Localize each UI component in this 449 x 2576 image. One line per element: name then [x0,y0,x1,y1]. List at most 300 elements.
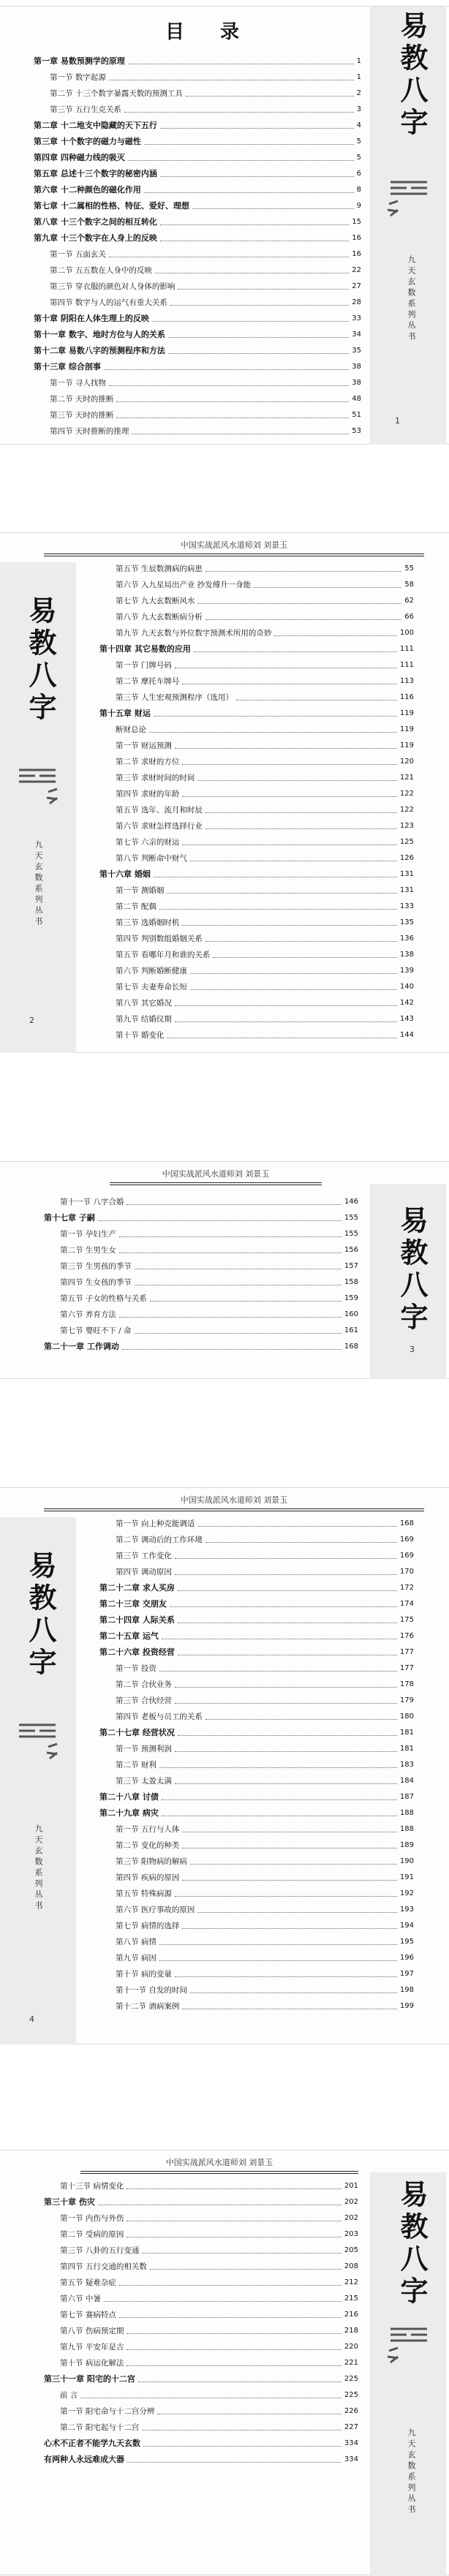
toc-chapter-entry [99,1593,414,1609]
toc-leader-dots [167,893,397,894]
toc-leader-dots [119,1236,342,1237]
toc-entry-label: 第三节 求财时间的时间 [116,774,195,782]
toc-section-entry [99,1995,414,2012]
toc-leader-dots [205,619,401,620]
toc-section-entry [34,243,361,260]
toc-section-entry [44,1304,358,1320]
toc-entry-page: 187 [399,1793,414,1801]
toc-section-entry [44,2175,358,2191]
toc-chapter-entry [44,2449,358,2465]
toc-entry-page: 121 [399,774,414,782]
series-calligraphy: 易教八字 [396,2180,429,2308]
toc-entry-page: 143 [399,1015,414,1023]
toc-entry-label: 第三节 合伙经营 [116,1696,172,1705]
toc-entry-page: 116 [399,693,414,701]
toc-section-entry [99,1979,414,1995]
toc-section-entry [99,671,414,687]
toc-entry-label: 第十七章 子嗣 [44,1213,95,1223]
toc-leader-dots [190,1864,397,1865]
toc-entry-label: 第三节 太盈太满 [116,1777,172,1786]
toc-leader-dots [160,176,354,177]
toc-section-entry [44,1239,358,1255]
toc-section-entry [99,719,414,735]
toc-leader-dots [175,1574,397,1575]
toc-entry-page: 1 [356,73,361,81]
toc-entry-page: 138 [399,951,414,959]
toc-entry-page: 178 [399,1680,414,1688]
toc-entry-page: 205 [344,2246,358,2254]
toc-entry-label: 第二节 五五数在人身中的反映 [50,266,152,275]
toc-entry-page: 189 [399,1841,414,1849]
toc-entry-label: 第四节 五行交通的相关数 [60,2262,147,2271]
toc-entry-page: 53 [352,427,361,435]
toc-chapter-entry [44,2433,358,2449]
toc-entry-label: 第五章 总述十三个数字的秘密内涵 [34,169,157,178]
header-text: 中国实战派风水道师刘 刘景玉 [162,1169,270,1179]
toc-leader-dots [186,96,354,97]
toc-entry-page: 155 [344,1214,358,1222]
toc-entry-page: 203 [344,2230,358,2238]
toc-entry-page: 196 [399,1954,414,1962]
toc-leader-dots [162,1799,397,1800]
bagua-trigram-icon [12,1715,63,1766]
toc-entry-page: 131 [399,886,414,894]
header-text: 中国实战派风水道师刘 刘景玉 [165,2158,273,2167]
toc-leader-dots [150,1301,342,1302]
toc-entry-label: 第十一节 八字合婚 [60,1198,124,1206]
toc-entry-label: 第九节 病因 [116,1954,156,1963]
page-number: 3 [410,1345,415,1354]
toc-entry-label: 第一节 财运预测 [116,741,172,750]
toc-leader-dots [168,353,349,354]
toc-entry-label: 第二节 摩托车牌号 [116,677,180,686]
toc-entry-label: 前 言 [60,2391,78,2400]
toc-entry-label: 第十二章 易数八字的预测程序和方法 [34,346,165,355]
toc-entry-label: 第七节 婴旺不下 / 命 [60,1326,132,1335]
toc-entry-label: 第三节 工作变化 [116,1552,172,1560]
book-page-4 [0,1487,449,2044]
toc-section-entry [99,590,414,606]
toc-section-entry [44,2207,358,2224]
toc-entry-page: 126 [399,854,414,862]
toc-section-entry [99,847,414,864]
toc-leader-dots [194,651,397,652]
toc-entry-page: 160 [344,1310,358,1318]
toc-entry-page: 215 [344,2294,358,2303]
toc-entry-page: 6 [356,170,361,178]
toc-entry-label: 第二节 生男生女 [60,1246,116,1255]
toc-section-entry [44,2240,358,2256]
toc-leader-dots [119,1317,342,1318]
toc-section-entry [34,292,361,308]
toc-entry-page: 1 [356,57,361,65]
toc-leader-dots [152,321,349,322]
toc-entry-label: 第八节 其它婚况 [116,999,172,1008]
toc-entry-page: 122 [399,806,414,814]
toc-section-entry [99,1024,414,1040]
toc-section-entry [99,960,414,976]
page-number: 4 [29,2014,34,2024]
toc-entry-page: 334 [344,2439,358,2447]
toc-entry-page: 179 [399,1696,414,1704]
bagua-trigram-icon [383,2319,434,2370]
toc-chapter-entry [34,147,361,163]
toc-entry-label: 第八节 判断命中财气 [116,854,187,863]
toc-section-entry [34,420,361,437]
toc-title: 目 录 [165,21,254,43]
toc-entry-label: 第六节 入九星局出产业 抄发傅升一身能 [116,581,252,589]
toc-entry-page: 113 [399,677,414,685]
toc-entry-page: 334 [344,2455,358,2463]
toc-entry-page: 159 [344,1294,358,1302]
toc-entry-page: 16 [352,250,361,258]
toc-entry-page: 27 [352,282,361,290]
toc-entry-label: 第一节 五行与人体 [116,1825,180,1834]
toc-leader-dots [178,1735,397,1736]
toc-entry-label: 第三节 人生宏观预测程序（选用） [116,693,233,702]
toc-entry-label: 第一节 向上种克能调适 [116,1519,195,1528]
series-name: 九天玄数系列丛书 [34,840,43,928]
toc-entry-page: 55 [404,564,414,573]
toc-entry-page: 58 [404,581,414,589]
toc-leader-dots [159,1671,397,1672]
toc-entry-page: 133 [399,902,414,910]
toc-entry-label: 第二节 天时的推断 [50,395,114,404]
toc-entry-label: 第二十三章 交朋友 [99,1599,167,1609]
toc-section-entry [99,1867,414,1883]
toc-entry-label: 第三节 五行生克关系 [50,105,121,114]
toc-entry-label: 第二十九章 病灾 [99,1808,159,1818]
toc-entry-label: 第三节 选婚姻时机 [116,918,180,927]
toc-entry-page: 194 [399,1922,414,1930]
toc-entry-label: 第一章 易数预测学的原理 [34,56,125,66]
toc-leader-dots [178,289,349,290]
toc-entry-page: 22 [352,266,361,274]
toc-entry-page: 221 [344,2359,358,2367]
toc-section-entry [99,735,414,751]
toc-entry-label: 第十一章 数字、地时方位与人的关系 [34,330,165,339]
toc-section-entry [34,372,361,388]
toc-chapter-entry [34,195,361,211]
toc-entry-label: 第二节 合伙业务 [116,1680,172,1689]
toc-section-entry [99,896,414,912]
toc-entry-label: 第十四章 其它易数的应用 [99,644,191,654]
toc-chapter-entry [99,1625,414,1642]
toc-entry-label: 第四节 生女孩的季节 [60,1278,132,1287]
toc-entry-label: 第二章 十二地支中隐藏的天下五行 [34,121,157,130]
toc-entry-page: 226 [344,2407,358,2415]
toc-list-page-5 [44,2175,358,2465]
toc-section-entry [99,751,414,767]
toc-leader-dots [160,128,354,129]
toc-entry-label: 第十一节 自发的时间 [116,1986,187,1995]
toc-section-entry [99,1963,414,1979]
toc-section-entry [99,992,414,1008]
toc-entry-label: 第二节 财利 [116,1761,156,1769]
toc-section-entry [34,83,361,99]
toc-chapter-entry [99,703,414,719]
toc-leader-dots [197,1526,397,1527]
toc-entry-page: 218 [344,2327,358,2335]
toc-section-entry [34,388,361,404]
toc-entry-page: 34 [352,331,361,339]
toc-leader-dots [197,780,397,781]
toc-entry-label: 第五节 看哪年月和谁的关系 [116,951,211,959]
toc-entry-page: 175 [399,1616,414,1624]
toc-section-entry [44,2304,358,2320]
toc-section-entry [99,831,414,847]
toc-leader-dots [122,1349,342,1350]
toc-entry-page: 191 [399,1873,414,1881]
toc-section-entry [44,2320,358,2336]
toc-leader-dots [116,401,349,402]
toc-entry-label: 第五节 生辰数测病的病患 [116,564,203,573]
toc-chapter-entry [34,308,361,324]
toc-leader-dots [175,1783,397,1784]
toc-entry-page: 140 [399,983,414,991]
toc-section-entry [99,654,414,671]
toc-entry-label: 第三节 八卦的五行变通 [60,2246,140,2255]
toc-leader-dots [175,1558,397,1559]
toc-entry-label: 第八节 九大玄数断病分析 [116,613,203,622]
toc-leader-dots [160,224,349,225]
toc-entry-page: 119 [399,709,414,717]
toc-leader-dots [127,1204,342,1205]
toc-entry-label: 第二节 调动后的工作环境 [116,1536,203,1544]
toc-entry-page: 33 [352,314,361,322]
toc-section-entry [99,1513,414,1529]
toc-entry-label: 第二十五章 运气 [99,1631,159,1641]
toc-entry-page: 202 [344,2198,358,2206]
toc-entry-label: 第五节 疑难杂症 [60,2278,116,2287]
toc-leader-dots [119,2285,342,2286]
toc-leader-dots [254,587,401,588]
toc-entry-page: 38 [352,379,361,387]
toc-entry-page: 199 [399,2002,414,2010]
toc-section-entry [99,1529,414,1545]
toc-entry-label: 第三节 天时的推断 [50,411,114,420]
toc-entry-page: 16 [352,234,361,242]
toc-entry-page: 111 [399,661,414,669]
series-name: 九天玄数系列丛书 [34,1824,43,1912]
toc-entry-label: 第四节 判别数组婚姻关系 [116,934,203,943]
toc-entry-page: 168 [399,1519,414,1527]
toc-entry-page: 144 [399,1031,414,1039]
toc-entry-label: 第十节 婚变化 [116,1031,165,1040]
toc-entry-page: 197 [399,1970,414,1978]
toc-section-entry [44,2417,358,2433]
toc-entry-page: 225 [344,2375,358,2383]
toc-entry-label: 第九节 九天玄数与外位数字预测术所用的奇妙 [116,629,272,638]
toc-entry-page: 181 [399,1745,414,1753]
toc-entry-label: 第七节 夫妻寿命长短 [116,983,187,992]
toc-chapter-entry [34,163,361,179]
toc-section-entry [44,1191,358,1207]
toc-leader-dots [150,2269,342,2270]
toc-leader-dots [159,1767,397,1768]
toc-entry-label: 第二节 求财的方位 [116,758,180,766]
toc-entry-label: 第二十一章 工作调动 [44,1342,119,1351]
toc-chapter-entry [99,1786,414,1802]
toc-entry-label: 第二节 配偶 [116,902,156,911]
toc-section-entry [99,1008,414,1024]
book-page-2 [0,532,449,1053]
toc-section-entry [44,2401,358,2417]
toc-entry-label: 第九章 十三个数字在人身上的反映 [34,233,157,243]
toc-entry-page: 51 [352,411,361,419]
toc-entry-label: 第三节 阳物病的解病 [116,1857,187,1866]
toc-entry-label: 第二十六章 投资经营 [99,1647,175,1657]
toc-section-entry [99,1674,414,1690]
toc-entry-label: 第六节 判断婚断健康 [116,967,187,975]
toc-section-entry [44,2336,358,2352]
series-calligraphy: 易教八字 [396,11,429,140]
toc-leader-dots [175,1021,397,1022]
toc-entry-label: 第三节 生男孩的季节 [60,1262,132,1271]
toc-chapter-entry [44,1207,358,1223]
toc-leader-dots [182,764,397,765]
toc-section-entry [99,1899,414,1915]
toc-section-entry [99,558,414,574]
series-calligraphy: 易教八字 [396,1206,429,1334]
toc-leader-dots [182,796,397,797]
toc-entry-label: 第二节 阳宅起与十二宫 [60,2423,140,2432]
toc-leader-dots [175,1687,397,1688]
toc-chapter-entry [34,324,361,340]
toc-entry-page: 15 [352,218,361,226]
toc-leader-dots [144,144,354,145]
toc-entry-page: 169 [399,1536,414,1544]
toc-entry-page: 188 [399,1809,414,1817]
toc-section-entry [44,1223,358,1239]
toc-section-entry [34,276,361,292]
toc-entry-label: 第五节 选年、流月和时辰 [116,806,203,815]
toc-entry-page: 142 [399,999,414,1007]
toc-leader-dots [168,337,349,338]
toc-leader-dots [159,909,397,910]
toc-entry-page: 122 [399,790,414,798]
toc-entry-label: 第七节 六亲的财运 [116,838,180,847]
toc-entry-page: 202 [344,2214,358,2222]
toc-entry-page: 66 [404,613,414,621]
toc-chapter-entry [34,131,361,147]
toc-entry-label: 第七节 九大玄数断风水 [116,597,195,605]
toc-leader-dots [175,1896,397,1897]
toc-section-entry [34,404,361,420]
toc-section-entry [99,944,414,960]
toc-list-page-4 [99,1513,414,2012]
toc-entry-page: 123 [399,822,414,830]
toc-section-entry [99,687,414,703]
toc-section-entry [99,1883,414,1899]
toc-leader-dots [127,2365,342,2366]
toc-section-entry [99,1706,414,1722]
toc-entry-page: 169 [399,1552,414,1560]
toc-chapter-entry [99,1577,414,1593]
toc-entry-label: 第八节 伤病预定期 [60,2327,124,2335]
toc-entry-page: 177 [399,1664,414,1672]
toc-section-entry [99,1835,414,1851]
toc-section-entry [44,2256,358,2272]
toc-section-entry [44,1272,358,1288]
toc-entry-label: 第一节 投资 [116,1664,156,1673]
toc-entry-label: 第六节 中暑 [60,2294,101,2303]
running-header [44,536,424,554]
toc-entry-label: 第六章 十二种颜色的磁化作用 [34,185,141,194]
toc-leader-dots [205,828,397,829]
series-name: 九天玄数系列丛书 [407,2428,416,2516]
toc-entry-page: 9 [356,202,361,210]
book-page-3 [0,1161,449,1379]
toc-entry-page: 156 [344,1246,358,1254]
toc-entry-label: 第八节 病情 [116,1938,156,1946]
toc-chapter-entry [99,1802,414,1818]
toc-entry-page: 3 [356,105,361,113]
toc-entry-label: 第九节 平安年是吉 [60,2343,124,2352]
toc-section-entry [34,260,361,276]
book-page-5 [0,2150,449,2575]
bagua-trigram-icon [383,172,434,223]
toc-section-entry [99,1545,414,1561]
toc-entry-label: 第二十二章 求人买房 [99,1583,175,1593]
toc-entry-label: 第一节 测婚姻 [116,886,165,895]
toc-chapter-entry [99,638,414,654]
toc-entry-page: 170 [399,1568,414,1576]
toc-leader-dots [182,1928,397,1929]
toc-entry-label: 第二十八章 讨债 [99,1792,159,1802]
toc-leader-dots [182,925,397,926]
toc-chapter-entry [34,211,361,227]
toc-leader-dots [170,305,349,306]
toc-section-entry [44,2224,358,2240]
toc-entry-label: 第一节 数字起源 [50,73,106,82]
toc-entry-page: 111 [399,645,414,653]
toc-leader-dots [205,1719,397,1720]
toc-entry-label: 第一节 寻人找物 [50,379,106,388]
toc-entry-page: 190 [399,1857,414,1865]
toc-leader-dots [205,812,397,813]
toc-entry-page: 119 [399,741,414,749]
toc-section-entry [99,622,414,638]
running-header [110,1165,322,1183]
toc-section-entry [34,99,361,115]
toc-leader-dots [197,1912,397,1913]
toc-entry-label: 第十二节 酒病案例 [116,2002,180,2011]
toc-leader-dots [144,192,354,193]
book-page-1 [0,6,449,445]
toc-entry-page: 183 [399,1761,414,1769]
toc-entry-page: 28 [352,298,361,306]
toc-section-entry [44,2384,358,2401]
toc-entry-label: 第十五章 财运 [99,709,151,718]
toc-leader-dots [104,369,349,370]
toc-section-entry [99,1658,414,1674]
page-number: 2 [29,1016,34,1025]
toc-section-entry [99,1851,414,1867]
toc-entry-page: 195 [399,1938,414,1946]
toc-entry-label: 第七节 赛病特点 [60,2311,116,2319]
toc-entry-page: 136 [399,934,414,943]
toc-leader-dots [190,973,397,974]
toc-entry-label: 第七章 十二属相的性格、特征、爱好、理想 [34,201,189,211]
page-number: 1 [395,416,400,426]
toc-entry-label: 第十三章 综合剖事 [34,362,101,371]
toc-section-entry [99,1754,414,1770]
toc-chapter-entry [99,864,414,880]
toc-entry-label: 心术不正者不能学九天玄数 [44,2439,140,2448]
toc-leader-dots [175,1005,397,1006]
toc-leader-dots [190,989,397,990]
